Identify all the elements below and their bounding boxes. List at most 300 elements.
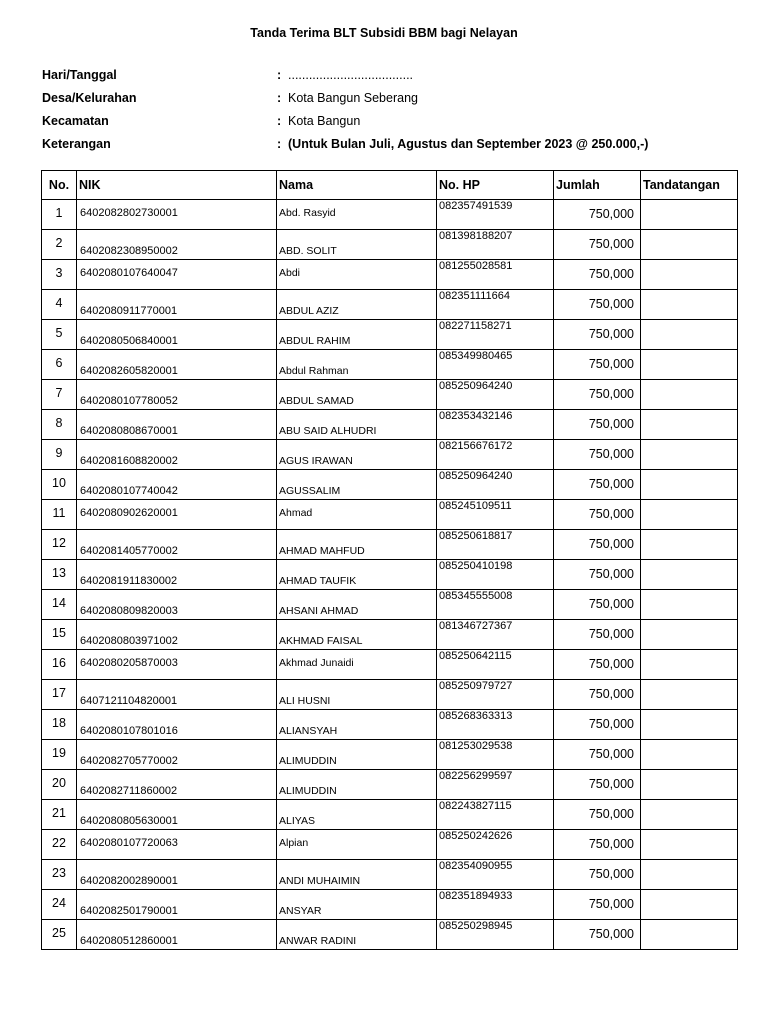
hp-value: 082353432146 bbox=[439, 410, 513, 422]
nama-cell bbox=[277, 920, 437, 950]
no-value: 25 bbox=[52, 926, 66, 940]
nik-cell bbox=[77, 860, 277, 890]
no-cell bbox=[42, 440, 77, 470]
signature-cell bbox=[641, 350, 738, 380]
table-body bbox=[42, 200, 738, 950]
table-row bbox=[42, 830, 738, 860]
jumlah-value: 750,000 bbox=[588, 387, 634, 401]
nama-cell bbox=[277, 860, 437, 890]
info-label: Desa/Kelurahan bbox=[42, 91, 137, 105]
nama-value: ABDUL RAHIM bbox=[279, 335, 351, 347]
hp-cell bbox=[437, 710, 554, 740]
nama-cell bbox=[277, 770, 437, 800]
table-header-row bbox=[42, 171, 738, 200]
nik-cell bbox=[77, 260, 277, 290]
signature-cell bbox=[641, 380, 738, 410]
table-row bbox=[42, 530, 738, 560]
nama-cell bbox=[277, 800, 437, 830]
nama-value: ALIANSYAH bbox=[279, 725, 338, 737]
no-value: 7 bbox=[55, 386, 63, 400]
info-value: .................................... bbox=[288, 68, 414, 82]
signature-cell bbox=[641, 560, 738, 590]
jumlah-cell bbox=[554, 560, 641, 590]
no-value: 5 bbox=[55, 326, 63, 340]
jumlah-cell bbox=[554, 410, 641, 440]
signature-cell bbox=[641, 710, 738, 740]
jumlah-value: 750,000 bbox=[588, 207, 634, 221]
jumlah-value: 750,000 bbox=[588, 837, 634, 851]
jumlah-value: 750,000 bbox=[588, 267, 634, 281]
no-cell bbox=[42, 380, 77, 410]
nama-cell bbox=[277, 890, 437, 920]
hp-value: 085250618817 bbox=[439, 530, 513, 542]
nik-value: 6402080803971002 bbox=[80, 635, 178, 647]
hp-cell bbox=[437, 890, 554, 920]
nik-cell bbox=[77, 350, 277, 380]
info-label: Hari/Tanggal bbox=[42, 68, 117, 82]
nik-value: 6402080107720063 bbox=[80, 837, 178, 849]
no-cell bbox=[42, 710, 77, 740]
hp-value: 082243827115 bbox=[439, 800, 512, 812]
nik-value: 6402081608820002 bbox=[80, 455, 178, 467]
nik-cell bbox=[77, 470, 277, 500]
nik-value: 6402082605820001 bbox=[80, 365, 178, 377]
nik-value: 6402082705770002 bbox=[80, 755, 178, 767]
table-row bbox=[42, 890, 738, 920]
nik-value: 6402082711860002 bbox=[80, 785, 178, 797]
signature-cell bbox=[641, 890, 738, 920]
info-row bbox=[0, 114, 768, 132]
no-value: 20 bbox=[52, 776, 66, 790]
nik-cell bbox=[77, 530, 277, 560]
no-cell bbox=[42, 770, 77, 800]
nama-cell bbox=[277, 260, 437, 290]
jumlah-value: 750,000 bbox=[588, 327, 634, 341]
nama-value: ABDUL SAMAD bbox=[279, 395, 354, 407]
hp-cell bbox=[437, 200, 554, 230]
header-nama: Nama bbox=[277, 171, 437, 200]
nama-value: ABDUL AZIZ bbox=[279, 305, 339, 317]
nik-cell bbox=[77, 800, 277, 830]
nama-cell bbox=[277, 380, 437, 410]
nama-cell bbox=[277, 350, 437, 380]
jumlah-cell bbox=[554, 350, 641, 380]
hp-cell bbox=[437, 770, 554, 800]
no-cell bbox=[42, 920, 77, 950]
signature-cell bbox=[641, 530, 738, 560]
no-cell bbox=[42, 650, 77, 680]
table-row bbox=[42, 680, 738, 710]
hp-value: 082354090955 bbox=[439, 860, 513, 872]
nama-cell bbox=[277, 650, 437, 680]
no-value: 6 bbox=[55, 356, 63, 370]
jumlah-cell bbox=[554, 380, 641, 410]
signature-cell bbox=[641, 620, 738, 650]
table-row bbox=[42, 560, 738, 590]
no-value: 17 bbox=[52, 686, 66, 700]
hp-cell bbox=[437, 830, 554, 860]
nama-value: AGUS IRAWAN bbox=[279, 455, 353, 467]
table-row bbox=[42, 650, 738, 680]
hp-value: 081253029538 bbox=[439, 740, 513, 752]
hp-value: 082256299597 bbox=[439, 770, 513, 782]
jumlah-value: 750,000 bbox=[588, 357, 634, 371]
signature-cell bbox=[641, 440, 738, 470]
table-row bbox=[42, 260, 738, 290]
table-row bbox=[42, 230, 738, 260]
nama-value: ANSYAR bbox=[279, 905, 322, 917]
nama-value: Akhmad Junaidi bbox=[279, 657, 354, 669]
jumlah-value: 750,000 bbox=[588, 927, 634, 941]
no-value: 14 bbox=[52, 596, 66, 610]
info-row bbox=[0, 68, 768, 86]
jumlah-cell bbox=[554, 500, 641, 530]
signature-cell bbox=[641, 770, 738, 800]
nik-value: 6402080911770001 bbox=[80, 305, 178, 317]
info-colon: : bbox=[277, 68, 282, 82]
hp-cell bbox=[437, 470, 554, 500]
nama-value: AHSANI AHMAD bbox=[279, 605, 359, 617]
nik-cell bbox=[77, 230, 277, 260]
info-value: Kota Bangun Seberang bbox=[288, 91, 418, 105]
nama-cell bbox=[277, 560, 437, 590]
nama-value: Abd. Rasyid bbox=[279, 207, 336, 219]
signature-cell bbox=[641, 740, 738, 770]
nik-value: 6402080107780052 bbox=[80, 395, 178, 407]
table-row bbox=[42, 920, 738, 950]
nik-value: 6407121104820001 bbox=[80, 695, 178, 707]
no-cell bbox=[42, 800, 77, 830]
no-cell bbox=[42, 230, 77, 260]
hp-cell bbox=[437, 350, 554, 380]
jumlah-cell bbox=[554, 740, 641, 770]
table-row bbox=[42, 740, 738, 770]
nik-value: 6402080902620001 bbox=[80, 507, 178, 519]
no-value: 2 bbox=[55, 236, 63, 250]
hp-cell bbox=[437, 230, 554, 260]
info-value: (Untuk Bulan Juli, Agustus dan September 2023 @ 250.000,-) bbox=[288, 137, 649, 151]
table-row bbox=[42, 710, 738, 740]
no-value: 8 bbox=[55, 416, 63, 430]
header-jumlah: Jumlah bbox=[554, 171, 641, 200]
no-cell bbox=[42, 890, 77, 920]
hp-value: 085250979727 bbox=[439, 680, 513, 692]
no-cell bbox=[42, 590, 77, 620]
nik-cell bbox=[77, 770, 277, 800]
table-row bbox=[42, 380, 738, 410]
no-value: 3 bbox=[55, 266, 63, 280]
nik-cell bbox=[77, 890, 277, 920]
nik-cell bbox=[77, 920, 277, 950]
jumlah-value: 750,000 bbox=[588, 237, 634, 251]
nik-cell bbox=[77, 320, 277, 350]
info-row bbox=[0, 137, 768, 155]
hp-value: 085250242626 bbox=[439, 830, 513, 842]
jumlah-value: 750,000 bbox=[588, 537, 634, 551]
table-row bbox=[42, 290, 738, 320]
jumlah-cell bbox=[554, 590, 641, 620]
hp-cell bbox=[437, 500, 554, 530]
jumlah-cell bbox=[554, 800, 641, 830]
hp-cell bbox=[437, 380, 554, 410]
table-row bbox=[42, 200, 738, 230]
nama-cell bbox=[277, 320, 437, 350]
no-cell bbox=[42, 470, 77, 500]
nik-value: 6402080107801016 bbox=[80, 725, 178, 737]
no-value: 12 bbox=[52, 536, 66, 550]
signature-cell bbox=[641, 650, 738, 680]
hp-value: 085245109511 bbox=[439, 500, 512, 512]
hp-value: 085250964240 bbox=[439, 380, 513, 392]
nik-value: 6402080805630001 bbox=[80, 815, 178, 827]
jumlah-cell bbox=[554, 620, 641, 650]
jumlah-cell bbox=[554, 680, 641, 710]
nama-cell bbox=[277, 500, 437, 530]
nik-value: 6402081405770002 bbox=[80, 545, 178, 557]
jumlah-value: 750,000 bbox=[588, 897, 634, 911]
no-cell bbox=[42, 620, 77, 650]
nama-value: Ahmad bbox=[279, 507, 313, 519]
no-cell bbox=[42, 290, 77, 320]
info-label: Kecamatan bbox=[42, 114, 109, 128]
jumlah-cell bbox=[554, 920, 641, 950]
nama-cell bbox=[277, 680, 437, 710]
nik-value: 6402080107740042 bbox=[80, 485, 178, 497]
hp-cell bbox=[437, 560, 554, 590]
signature-cell bbox=[641, 470, 738, 500]
nama-cell bbox=[277, 830, 437, 860]
no-value: 24 bbox=[52, 896, 66, 910]
jumlah-value: 750,000 bbox=[588, 567, 634, 581]
nama-cell bbox=[277, 590, 437, 620]
jumlah-cell bbox=[554, 830, 641, 860]
document-title: Tanda Terima BLT Subsidi BBM bagi Nelayan bbox=[250, 26, 518, 40]
nik-cell bbox=[77, 500, 277, 530]
no-value: 4 bbox=[55, 296, 63, 310]
hp-value: 082351111664 bbox=[439, 290, 510, 302]
table-row bbox=[42, 770, 738, 800]
signature-cell bbox=[641, 860, 738, 890]
jumlah-cell bbox=[554, 260, 641, 290]
hp-cell bbox=[437, 680, 554, 710]
hp-value: 082357491539 bbox=[439, 200, 513, 212]
nama-cell bbox=[277, 290, 437, 320]
header-no-hp: No. HP bbox=[437, 171, 554, 200]
info-row bbox=[0, 91, 768, 109]
hp-value: 085250298945 bbox=[439, 920, 513, 932]
info-colon: : bbox=[277, 114, 282, 128]
hp-cell bbox=[437, 290, 554, 320]
hp-cell bbox=[437, 860, 554, 890]
table-row bbox=[42, 590, 738, 620]
no-value: 19 bbox=[52, 746, 66, 760]
info-label: Keterangan bbox=[42, 137, 111, 151]
jumlah-value: 750,000 bbox=[588, 807, 634, 821]
signature-cell bbox=[641, 680, 738, 710]
jumlah-value: 750,000 bbox=[588, 717, 634, 731]
nama-value: ALIMUDDIN bbox=[279, 785, 337, 797]
jumlah-cell bbox=[554, 290, 641, 320]
no-value: 11 bbox=[52, 506, 66, 520]
table-row bbox=[42, 800, 738, 830]
no-value: 23 bbox=[52, 866, 66, 880]
nama-value: AGUSSALIM bbox=[279, 485, 341, 497]
header-no: No. bbox=[42, 171, 77, 200]
table-row bbox=[42, 620, 738, 650]
signature-cell bbox=[641, 800, 738, 830]
jumlah-cell bbox=[554, 440, 641, 470]
nama-value: AHMAD MAHFUD bbox=[279, 545, 365, 557]
no-value: 1 bbox=[55, 206, 63, 220]
info-colon: : bbox=[277, 137, 282, 151]
nik-cell bbox=[77, 710, 277, 740]
nama-cell bbox=[277, 620, 437, 650]
nik-value: 6402082501790001 bbox=[80, 905, 178, 917]
nik-cell bbox=[77, 440, 277, 470]
hp-value: 085268363313 bbox=[439, 710, 513, 722]
jumlah-value: 750,000 bbox=[588, 777, 634, 791]
no-cell bbox=[42, 200, 77, 230]
no-cell bbox=[42, 320, 77, 350]
nik-value: 6402080512860001 bbox=[80, 935, 178, 947]
jumlah-value: 750,000 bbox=[588, 867, 634, 881]
signature-cell bbox=[641, 500, 738, 530]
no-cell bbox=[42, 500, 77, 530]
nama-cell bbox=[277, 740, 437, 770]
no-cell bbox=[42, 350, 77, 380]
no-value: 21 bbox=[52, 806, 66, 820]
hp-value: 085349980465 bbox=[439, 350, 513, 362]
hp-cell bbox=[437, 650, 554, 680]
signature-cell bbox=[641, 200, 738, 230]
jumlah-cell bbox=[554, 890, 641, 920]
table-row bbox=[42, 440, 738, 470]
header-nik: NIK bbox=[77, 171, 277, 200]
table-row bbox=[42, 500, 738, 530]
no-cell bbox=[42, 410, 77, 440]
hp-cell bbox=[437, 320, 554, 350]
signature-cell bbox=[641, 290, 738, 320]
no-cell bbox=[42, 860, 77, 890]
jumlah-value: 750,000 bbox=[588, 477, 634, 491]
signature-cell bbox=[641, 590, 738, 620]
nik-cell bbox=[77, 290, 277, 320]
jumlah-value: 750,000 bbox=[588, 657, 634, 671]
nama-value: Abdi bbox=[279, 267, 301, 279]
nama-value: ANWAR RADINI bbox=[279, 935, 357, 947]
jumlah-value: 750,000 bbox=[588, 447, 634, 461]
hp-cell bbox=[437, 440, 554, 470]
nama-value: ANDI MUHAIMIN bbox=[279, 875, 361, 887]
no-value: 22 bbox=[52, 836, 66, 850]
jumlah-value: 750,000 bbox=[588, 597, 634, 611]
jumlah-cell bbox=[554, 470, 641, 500]
hp-value: 081255028581 bbox=[439, 260, 513, 272]
nama-value: ALIYAS bbox=[279, 815, 315, 827]
nik-cell bbox=[77, 650, 277, 680]
nama-value: ALIMUDDIN bbox=[279, 755, 337, 767]
no-value: 18 bbox=[52, 716, 66, 730]
hp-cell bbox=[437, 530, 554, 560]
nama-cell bbox=[277, 410, 437, 440]
hp-cell bbox=[437, 800, 554, 830]
jumlah-cell bbox=[554, 770, 641, 800]
nama-value: ALI HUSNI bbox=[279, 695, 331, 707]
nik-value: 6402082002890001 bbox=[80, 875, 178, 887]
nik-cell bbox=[77, 590, 277, 620]
nik-cell bbox=[77, 410, 277, 440]
info-colon: : bbox=[277, 91, 282, 105]
nama-cell bbox=[277, 230, 437, 260]
nik-value: 6402081911830002 bbox=[80, 575, 178, 587]
hp-value: 085250964240 bbox=[439, 470, 513, 482]
jumlah-value: 750,000 bbox=[588, 747, 634, 761]
jumlah-cell bbox=[554, 200, 641, 230]
header-tandatangan: Tandatangan bbox=[641, 171, 738, 200]
jumlah-cell bbox=[554, 530, 641, 560]
signature-cell bbox=[641, 230, 738, 260]
hp-cell bbox=[437, 590, 554, 620]
no-cell bbox=[42, 680, 77, 710]
nama-cell bbox=[277, 470, 437, 500]
table-row bbox=[42, 320, 738, 350]
jumlah-cell bbox=[554, 860, 641, 890]
recipient-table bbox=[41, 170, 738, 950]
no-cell bbox=[42, 530, 77, 560]
no-value: 15 bbox=[52, 626, 66, 640]
hp-cell bbox=[437, 620, 554, 650]
nik-cell bbox=[77, 380, 277, 410]
hp-value: 085250642115 bbox=[439, 650, 512, 662]
hp-value: 085345555008 bbox=[439, 590, 513, 602]
table-row bbox=[42, 410, 738, 440]
no-cell bbox=[42, 830, 77, 860]
hp-value: 081346727367 bbox=[439, 620, 513, 632]
no-cell bbox=[42, 560, 77, 590]
jumlah-value: 750,000 bbox=[588, 297, 634, 311]
nama-cell bbox=[277, 440, 437, 470]
no-value: 10 bbox=[52, 476, 66, 490]
table-row bbox=[42, 350, 738, 380]
no-cell bbox=[42, 260, 77, 290]
signature-cell bbox=[641, 830, 738, 860]
signature-cell bbox=[641, 260, 738, 290]
hp-value: 082351894933 bbox=[439, 890, 513, 902]
nama-value: ABU SAID ALHUDRI bbox=[279, 425, 377, 437]
jumlah-value: 750,000 bbox=[588, 507, 634, 521]
hp-value: 082271158271 bbox=[439, 320, 512, 332]
hp-cell bbox=[437, 740, 554, 770]
no-value: 13 bbox=[52, 566, 66, 580]
hp-value: 085250410198 bbox=[439, 560, 513, 572]
hp-value: 082156676172 bbox=[439, 440, 513, 452]
hp-cell bbox=[437, 920, 554, 950]
info-value: Kota Bangun bbox=[288, 114, 361, 128]
hp-cell bbox=[437, 260, 554, 290]
jumlah-value: 750,000 bbox=[588, 627, 634, 641]
nik-value: 6402080809820003 bbox=[80, 605, 178, 617]
nik-cell bbox=[77, 200, 277, 230]
nik-cell bbox=[77, 560, 277, 590]
jumlah-value: 750,000 bbox=[588, 687, 634, 701]
signature-cell bbox=[641, 320, 738, 350]
nik-cell bbox=[77, 740, 277, 770]
nik-value: 6402082308950002 bbox=[80, 245, 178, 257]
nik-value: 6402082802730001 bbox=[80, 207, 178, 219]
jumlah-cell bbox=[554, 230, 641, 260]
nama-cell bbox=[277, 200, 437, 230]
nik-value: 6402080205870003 bbox=[80, 657, 178, 669]
